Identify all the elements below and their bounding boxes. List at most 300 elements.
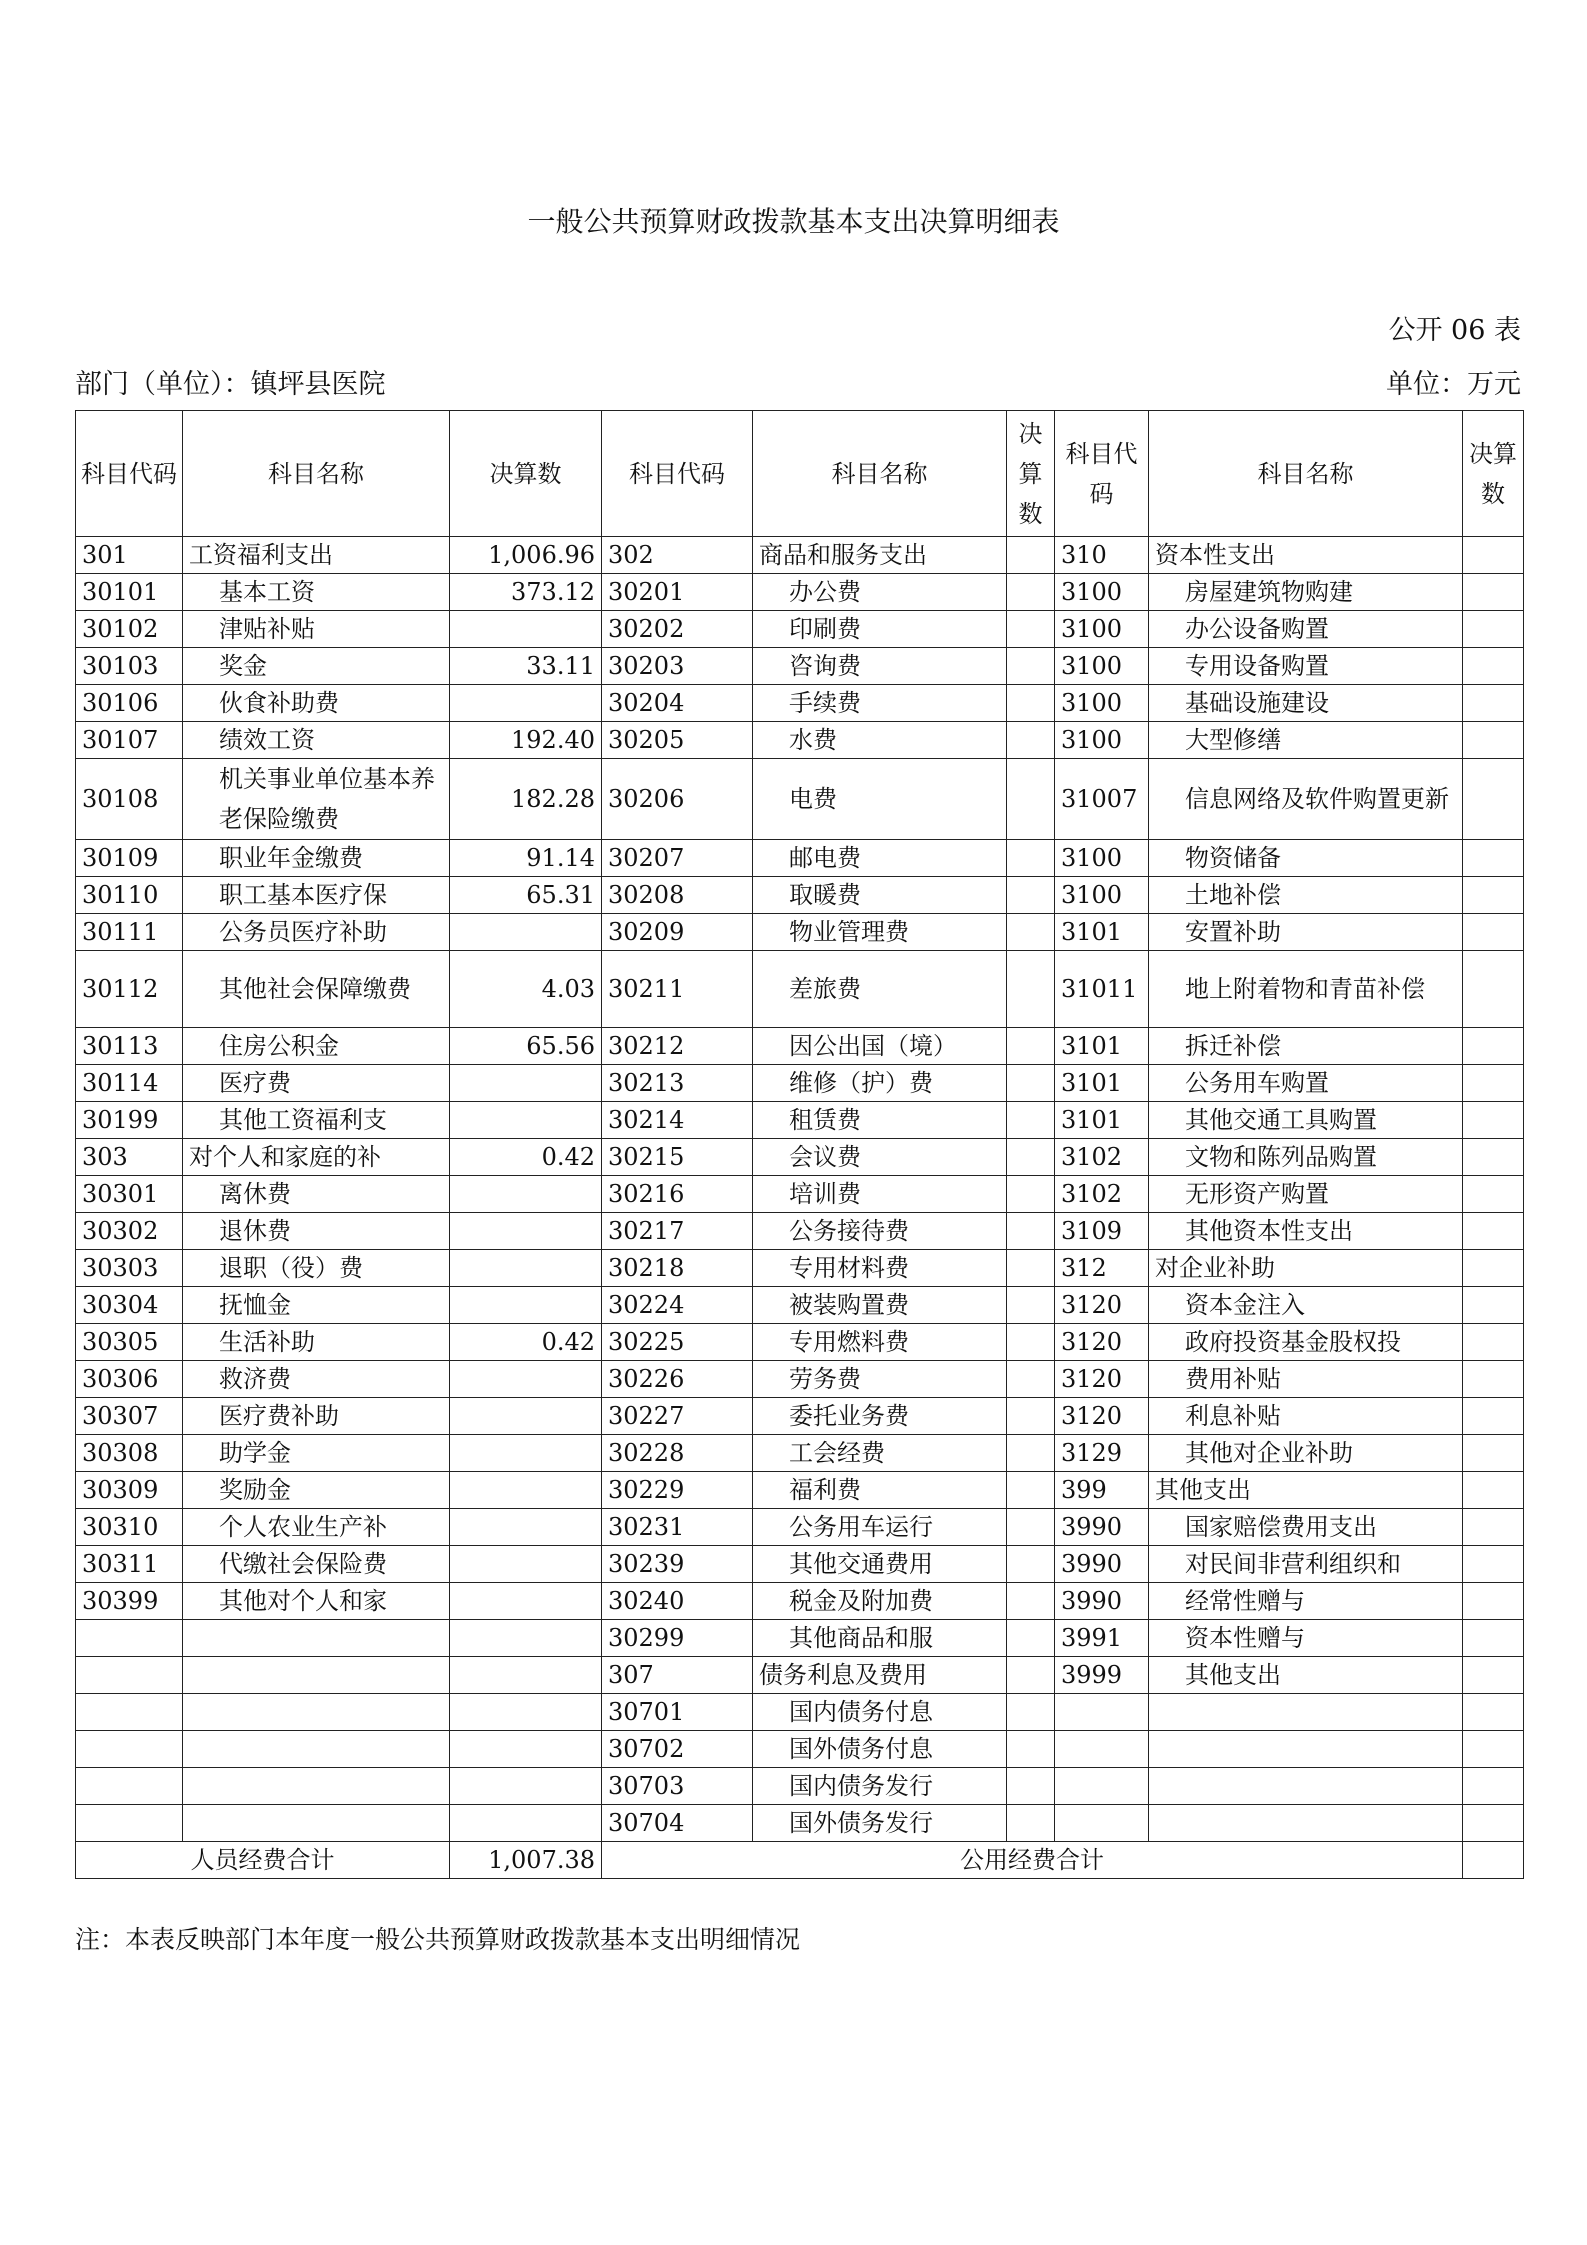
cell-code-1: 30111 bbox=[76, 914, 183, 951]
table-row bbox=[76, 1620, 1524, 1657]
cell-value-1 bbox=[450, 1435, 602, 1472]
cell-code-2: 30216 bbox=[602, 1176, 753, 1213]
table-row bbox=[76, 840, 1524, 877]
cell-value-2 bbox=[1007, 1805, 1055, 1842]
cell-value-3 bbox=[1463, 1398, 1524, 1435]
cell-value-1: 4.03 bbox=[450, 951, 602, 1028]
cell-value-2 bbox=[1007, 840, 1055, 877]
cell-name-2: 劳务费 bbox=[753, 1361, 1007, 1398]
cell-name-3 bbox=[1149, 1731, 1463, 1768]
table-row bbox=[76, 1805, 1524, 1842]
cell-name-3: 其他资本性支出 bbox=[1149, 1213, 1463, 1250]
cell-name-1: 职业年金缴费 bbox=[183, 840, 450, 877]
table-note: 注：本表反映部门本年度一般公共预算财政拨款基本支出明细情况 bbox=[75, 1925, 801, 1954]
cell-name-1: 其他社会保障缴费 bbox=[183, 951, 450, 1028]
cell-code-3 bbox=[1055, 1694, 1149, 1731]
table-row bbox=[76, 537, 1524, 574]
cell-value-3 bbox=[1463, 877, 1524, 914]
cell-name-2: 会议费 bbox=[753, 1139, 1007, 1176]
cell-value-1 bbox=[450, 1583, 602, 1620]
cell-value-2 bbox=[1007, 1028, 1055, 1065]
cell-code-2: 30211 bbox=[602, 951, 753, 1028]
header-cell: 科目名称 bbox=[753, 411, 1007, 537]
cell-value-2 bbox=[1007, 1509, 1055, 1546]
cell-name-1 bbox=[183, 1657, 450, 1694]
cell-code-1: 30310 bbox=[76, 1509, 183, 1546]
cell-name-3: 对民间非营利组织和 bbox=[1149, 1546, 1463, 1583]
cell-value-2 bbox=[1007, 1694, 1055, 1731]
cell-name-3: 文物和陈列品购置 bbox=[1149, 1139, 1463, 1176]
cell-name-3: 信息网络及软件购置更新 bbox=[1149, 759, 1463, 840]
cell-code-2: 30239 bbox=[602, 1546, 753, 1583]
table-row bbox=[76, 648, 1524, 685]
cell-value-2 bbox=[1007, 1731, 1055, 1768]
cell-name-3: 地上附着物和青苗补偿 bbox=[1149, 951, 1463, 1028]
cell-value-1: 373.12 bbox=[450, 574, 602, 611]
cell-value-3 bbox=[1463, 1250, 1524, 1287]
cell-name-2: 委托业务费 bbox=[753, 1398, 1007, 1435]
cell-name-1: 其他工资福利支 bbox=[183, 1102, 450, 1139]
cell-name-1: 绩效工资 bbox=[183, 722, 450, 759]
expenditure-table bbox=[75, 410, 1524, 1879]
cell-code-1: 301 bbox=[76, 537, 183, 574]
cell-value-3 bbox=[1463, 574, 1524, 611]
cell-code-2: 30204 bbox=[602, 685, 753, 722]
table-row bbox=[76, 1065, 1524, 1102]
cell-code-1 bbox=[76, 1620, 183, 1657]
cell-value-1 bbox=[450, 1509, 602, 1546]
cell-value-1 bbox=[450, 1620, 602, 1657]
cell-code-2: 30206 bbox=[602, 759, 753, 840]
cell-name-1: 生活补助 bbox=[183, 1324, 450, 1361]
header-cell: 科目代码 bbox=[1055, 411, 1149, 537]
cell-name-2: 商品和服务支出 bbox=[753, 537, 1007, 574]
cell-code-1: 30308 bbox=[76, 1435, 183, 1472]
table-row bbox=[76, 759, 1524, 840]
cell-value-2 bbox=[1007, 1250, 1055, 1287]
cell-code-1: 30309 bbox=[76, 1472, 183, 1509]
cell-code-1 bbox=[76, 1731, 183, 1768]
cell-code-2: 30227 bbox=[602, 1398, 753, 1435]
cell-code-3: 3101 bbox=[1055, 914, 1149, 951]
cell-name-1: 退休费 bbox=[183, 1213, 450, 1250]
cell-value-3 bbox=[1463, 537, 1524, 574]
cell-name-1 bbox=[183, 1768, 450, 1805]
cell-name-2: 咨询费 bbox=[753, 648, 1007, 685]
cell-value-2 bbox=[1007, 574, 1055, 611]
cell-value-1 bbox=[450, 1213, 602, 1250]
cell-name-3: 资本性赠与 bbox=[1149, 1620, 1463, 1657]
cell-value-2 bbox=[1007, 1361, 1055, 1398]
table-row bbox=[76, 722, 1524, 759]
cell-name-1: 抚恤金 bbox=[183, 1287, 450, 1324]
cell-code-3 bbox=[1055, 1731, 1149, 1768]
cell-code-2: 30209 bbox=[602, 914, 753, 951]
cell-name-1: 对个人和家庭的补 bbox=[183, 1139, 450, 1176]
cell-value-1 bbox=[450, 1768, 602, 1805]
public-total-value bbox=[1463, 1842, 1524, 1879]
cell-code-1 bbox=[76, 1657, 183, 1694]
cell-value-1 bbox=[450, 1361, 602, 1398]
cell-code-1: 30106 bbox=[76, 685, 183, 722]
cell-name-3: 对企业补助 bbox=[1149, 1250, 1463, 1287]
cell-code-2: 30229 bbox=[602, 1472, 753, 1509]
table-row bbox=[76, 1731, 1524, 1768]
cell-code-1: 30301 bbox=[76, 1176, 183, 1213]
table-row bbox=[76, 1102, 1524, 1139]
cell-code-1: 30110 bbox=[76, 877, 183, 914]
cell-name-2: 差旅费 bbox=[753, 951, 1007, 1028]
cell-code-1 bbox=[76, 1694, 183, 1731]
cell-name-2: 办公费 bbox=[753, 574, 1007, 611]
cell-name-1: 公务员医疗补助 bbox=[183, 914, 450, 951]
cell-code-1 bbox=[76, 1805, 183, 1842]
cell-code-1: 30311 bbox=[76, 1546, 183, 1583]
cell-value-1: 182.28 bbox=[450, 759, 602, 840]
cell-code-2: 30203 bbox=[602, 648, 753, 685]
cell-value-1 bbox=[450, 1102, 602, 1139]
table-row bbox=[76, 1176, 1524, 1213]
cell-name-2: 工会经费 bbox=[753, 1435, 1007, 1472]
cell-value-3 bbox=[1463, 648, 1524, 685]
cell-code-1: 30107 bbox=[76, 722, 183, 759]
cell-value-1: 0.42 bbox=[450, 1324, 602, 1361]
cell-value-3 bbox=[1463, 1583, 1524, 1620]
cell-code-1: 30108 bbox=[76, 759, 183, 840]
unit-label: 单位：万元 bbox=[1386, 369, 1521, 400]
cell-name-3: 费用补贴 bbox=[1149, 1361, 1463, 1398]
cell-name-2: 租赁费 bbox=[753, 1102, 1007, 1139]
cell-value-3 bbox=[1463, 1102, 1524, 1139]
cell-value-3 bbox=[1463, 1805, 1524, 1842]
cell-value-3 bbox=[1463, 1435, 1524, 1472]
cell-value-2 bbox=[1007, 1583, 1055, 1620]
cell-value-1 bbox=[450, 1287, 602, 1324]
cell-name-1: 医疗费补助 bbox=[183, 1398, 450, 1435]
cell-code-3: 3100 bbox=[1055, 840, 1149, 877]
cell-value-2 bbox=[1007, 648, 1055, 685]
cell-name-2: 公务用车运行 bbox=[753, 1509, 1007, 1546]
cell-code-3: 3129 bbox=[1055, 1435, 1149, 1472]
cell-name-2: 福利费 bbox=[753, 1472, 1007, 1509]
cell-name-1: 基本工资 bbox=[183, 574, 450, 611]
cell-code-1: 30302 bbox=[76, 1213, 183, 1250]
cell-name-3: 资本金注入 bbox=[1149, 1287, 1463, 1324]
cell-code-3: 3100 bbox=[1055, 648, 1149, 685]
cell-code-2: 30212 bbox=[602, 1028, 753, 1065]
cell-name-1 bbox=[183, 1805, 450, 1842]
cell-value-1 bbox=[450, 1694, 602, 1731]
cell-code-1: 30303 bbox=[76, 1250, 183, 1287]
cell-name-2: 维修（护）费 bbox=[753, 1065, 1007, 1102]
cell-value-2 bbox=[1007, 1065, 1055, 1102]
cell-name-2: 取暖费 bbox=[753, 877, 1007, 914]
header-cell: 科目代码 bbox=[76, 411, 183, 537]
cell-name-1 bbox=[183, 1731, 450, 1768]
cell-value-1 bbox=[450, 1398, 602, 1435]
table-body bbox=[76, 537, 1524, 1842]
cell-value-1: 0.42 bbox=[450, 1139, 602, 1176]
cell-value-1: 65.56 bbox=[450, 1028, 602, 1065]
cell-value-2 bbox=[1007, 1472, 1055, 1509]
cell-value-2 bbox=[1007, 1546, 1055, 1583]
cell-name-3: 其他交通工具购置 bbox=[1149, 1102, 1463, 1139]
cell-code-2: 30704 bbox=[602, 1805, 753, 1842]
cell-code-3: 3100 bbox=[1055, 685, 1149, 722]
cell-value-2 bbox=[1007, 877, 1055, 914]
cell-code-1: 30113 bbox=[76, 1028, 183, 1065]
cell-value-2 bbox=[1007, 1176, 1055, 1213]
cell-name-2: 因公出国（境） bbox=[753, 1028, 1007, 1065]
cell-code-2: 30226 bbox=[602, 1361, 753, 1398]
cell-value-1 bbox=[450, 1657, 602, 1694]
cell-code-3: 3100 bbox=[1055, 722, 1149, 759]
cell-value-2 bbox=[1007, 537, 1055, 574]
cell-name-1: 伙食补助费 bbox=[183, 685, 450, 722]
cell-code-1: 30109 bbox=[76, 840, 183, 877]
cell-name-3: 资本性支出 bbox=[1149, 537, 1463, 574]
cell-value-1 bbox=[450, 1176, 602, 1213]
cell-value-1 bbox=[450, 1250, 602, 1287]
cell-name-2: 手续费 bbox=[753, 685, 1007, 722]
cell-code-3: 3991 bbox=[1055, 1620, 1149, 1657]
cell-value-2 bbox=[1007, 951, 1055, 1028]
table-row bbox=[76, 1435, 1524, 1472]
table-row bbox=[76, 1287, 1524, 1324]
cell-code-1: 30101 bbox=[76, 574, 183, 611]
table-row bbox=[76, 1213, 1524, 1250]
cell-value-1 bbox=[450, 1731, 602, 1768]
cell-name-2: 邮电费 bbox=[753, 840, 1007, 877]
cell-name-2: 水费 bbox=[753, 722, 1007, 759]
cell-code-3: 3990 bbox=[1055, 1583, 1149, 1620]
cell-name-3: 其他支出 bbox=[1149, 1472, 1463, 1509]
cell-name-2: 国外债务付息 bbox=[753, 1731, 1007, 1768]
cell-name-2: 债务利息及费用 bbox=[753, 1657, 1007, 1694]
table-row bbox=[76, 1398, 1524, 1435]
cell-name-3: 公务用车购置 bbox=[1149, 1065, 1463, 1102]
cell-name-3: 利息补贴 bbox=[1149, 1398, 1463, 1435]
personnel-total-value: 1,007.38 bbox=[450, 1842, 602, 1879]
cell-code-2: 30701 bbox=[602, 1694, 753, 1731]
cell-code-3: 3120 bbox=[1055, 1398, 1149, 1435]
cell-name-1: 津贴补贴 bbox=[183, 611, 450, 648]
table-row bbox=[76, 1028, 1524, 1065]
cell-name-3: 其他对企业补助 bbox=[1149, 1435, 1463, 1472]
cell-code-2: 302 bbox=[602, 537, 753, 574]
cell-name-2: 公务接待费 bbox=[753, 1213, 1007, 1250]
cell-value-3 bbox=[1463, 914, 1524, 951]
header-cell: 决算数 bbox=[1463, 411, 1524, 537]
cell-name-3: 安置补助 bbox=[1149, 914, 1463, 951]
cell-value-3 bbox=[1463, 1546, 1524, 1583]
cell-value-3 bbox=[1463, 1472, 1524, 1509]
cell-code-3: 3990 bbox=[1055, 1509, 1149, 1546]
cell-name-2: 专用燃料费 bbox=[753, 1324, 1007, 1361]
cell-code-1 bbox=[76, 1768, 183, 1805]
cell-code-2: 30231 bbox=[602, 1509, 753, 1546]
cell-code-1: 30103 bbox=[76, 648, 183, 685]
cell-name-1: 助学金 bbox=[183, 1435, 450, 1472]
cell-name-2: 印刷费 bbox=[753, 611, 1007, 648]
cell-value-2 bbox=[1007, 1398, 1055, 1435]
totals-row bbox=[76, 1842, 1524, 1879]
cell-value-3 bbox=[1463, 611, 1524, 648]
cell-value-3 bbox=[1463, 1213, 1524, 1250]
cell-name-2: 物业管理费 bbox=[753, 914, 1007, 951]
cell-name-2: 国内债务发行 bbox=[753, 1768, 1007, 1805]
cell-name-3 bbox=[1149, 1768, 1463, 1805]
cell-value-3 bbox=[1463, 722, 1524, 759]
cell-value-3 bbox=[1463, 1361, 1524, 1398]
cell-name-3: 其他支出 bbox=[1149, 1657, 1463, 1694]
table-row bbox=[76, 1546, 1524, 1583]
cell-code-3: 312 bbox=[1055, 1250, 1149, 1287]
cell-code-3 bbox=[1055, 1805, 1149, 1842]
cell-value-2 bbox=[1007, 1435, 1055, 1472]
cell-code-3: 31011 bbox=[1055, 951, 1149, 1028]
cell-name-1: 机关事业单位基本养老保险缴费 bbox=[183, 759, 450, 840]
cell-code-3 bbox=[1055, 1768, 1149, 1805]
cell-value-3 bbox=[1463, 685, 1524, 722]
cell-value-2 bbox=[1007, 1657, 1055, 1694]
cell-code-1: 30307 bbox=[76, 1398, 183, 1435]
cell-code-1: 30112 bbox=[76, 951, 183, 1028]
table-row bbox=[76, 1509, 1524, 1546]
cell-value-3 bbox=[1463, 1657, 1524, 1694]
cell-name-3: 无形资产购置 bbox=[1149, 1176, 1463, 1213]
table-number: 公开 06 表 bbox=[1388, 315, 1521, 346]
cell-value-2 bbox=[1007, 1213, 1055, 1250]
cell-code-1: 30304 bbox=[76, 1287, 183, 1324]
cell-name-3: 房屋建筑物购建 bbox=[1149, 574, 1463, 611]
cell-value-1 bbox=[450, 1805, 602, 1842]
cell-code-3: 3101 bbox=[1055, 1102, 1149, 1139]
cell-code-3: 3109 bbox=[1055, 1213, 1149, 1250]
cell-value-1 bbox=[450, 1546, 602, 1583]
cell-code-2: 307 bbox=[602, 1657, 753, 1694]
cell-name-2: 电费 bbox=[753, 759, 1007, 840]
table-row bbox=[76, 611, 1524, 648]
cell-name-1: 奖金 bbox=[183, 648, 450, 685]
cell-name-3 bbox=[1149, 1805, 1463, 1842]
cell-code-2: 30217 bbox=[602, 1213, 753, 1250]
cell-value-2 bbox=[1007, 1287, 1055, 1324]
cell-value-2 bbox=[1007, 759, 1055, 840]
department-label: 部门（单位）：镇坪县医院 bbox=[75, 369, 386, 400]
table-row bbox=[76, 1324, 1524, 1361]
cell-name-1: 奖励金 bbox=[183, 1472, 450, 1509]
cell-name-2: 其他商品和服 bbox=[753, 1620, 1007, 1657]
cell-code-1: 30114 bbox=[76, 1065, 183, 1102]
cell-name-2: 专用材料费 bbox=[753, 1250, 1007, 1287]
cell-code-3: 3102 bbox=[1055, 1176, 1149, 1213]
cell-name-3: 大型修缮 bbox=[1149, 722, 1463, 759]
table-row bbox=[76, 1768, 1524, 1805]
cell-code-1: 303 bbox=[76, 1139, 183, 1176]
cell-value-3 bbox=[1463, 759, 1524, 840]
cell-code-2: 30202 bbox=[602, 611, 753, 648]
cell-value-1: 65.31 bbox=[450, 877, 602, 914]
cell-code-2: 30225 bbox=[602, 1324, 753, 1361]
cell-code-1: 30102 bbox=[76, 611, 183, 648]
cell-name-2: 税金及附加费 bbox=[753, 1583, 1007, 1620]
cell-name-3: 物资储备 bbox=[1149, 840, 1463, 877]
cell-name-1: 救济费 bbox=[183, 1361, 450, 1398]
cell-code-3: 31007 bbox=[1055, 759, 1149, 840]
cell-name-1: 代缴社会保险费 bbox=[183, 1546, 450, 1583]
table-row bbox=[76, 1694, 1524, 1731]
cell-name-3: 拆迁补偿 bbox=[1149, 1028, 1463, 1065]
cell-value-3 bbox=[1463, 1287, 1524, 1324]
cell-name-1: 职工基本医疗保 bbox=[183, 877, 450, 914]
cell-name-1: 医疗费 bbox=[183, 1065, 450, 1102]
cell-name-3: 基础设施建设 bbox=[1149, 685, 1463, 722]
header-row bbox=[76, 411, 1524, 537]
cell-code-2: 30213 bbox=[602, 1065, 753, 1102]
cell-value-1: 1,006.96 bbox=[450, 537, 602, 574]
header-cell: 科目名称 bbox=[1149, 411, 1463, 537]
cell-name-1: 离休费 bbox=[183, 1176, 450, 1213]
cell-code-2: 30205 bbox=[602, 722, 753, 759]
cell-code-2: 30240 bbox=[602, 1583, 753, 1620]
cell-value-3 bbox=[1463, 1694, 1524, 1731]
cell-code-1: 30305 bbox=[76, 1324, 183, 1361]
table-row bbox=[76, 574, 1524, 611]
cell-name-1: 个人农业生产补 bbox=[183, 1509, 450, 1546]
cell-code-3: 310 bbox=[1055, 537, 1149, 574]
header-cell: 科目代码 bbox=[602, 411, 753, 537]
cell-value-1 bbox=[450, 1065, 602, 1102]
cell-value-1 bbox=[450, 914, 602, 951]
personnel-total-label: 人员经费合计 bbox=[76, 1842, 450, 1879]
table-row bbox=[76, 1583, 1524, 1620]
cell-code-2: 30228 bbox=[602, 1435, 753, 1472]
cell-code-2: 30703 bbox=[602, 1768, 753, 1805]
cell-value-3 bbox=[1463, 1731, 1524, 1768]
cell-code-2: 30218 bbox=[602, 1250, 753, 1287]
table-row bbox=[76, 1361, 1524, 1398]
cell-value-1 bbox=[450, 1472, 602, 1509]
cell-code-2: 30208 bbox=[602, 877, 753, 914]
cell-name-1 bbox=[183, 1620, 450, 1657]
cell-value-2 bbox=[1007, 914, 1055, 951]
cell-name-2: 国外债务发行 bbox=[753, 1805, 1007, 1842]
cell-code-3: 3100 bbox=[1055, 877, 1149, 914]
cell-value-2 bbox=[1007, 1139, 1055, 1176]
cell-value-3 bbox=[1463, 1620, 1524, 1657]
cell-code-1: 30399 bbox=[76, 1583, 183, 1620]
cell-value-3 bbox=[1463, 1324, 1524, 1361]
cell-code-2: 30224 bbox=[602, 1287, 753, 1324]
cell-name-1: 工资福利支出 bbox=[183, 537, 450, 574]
cell-code-2: 30214 bbox=[602, 1102, 753, 1139]
cell-value-1 bbox=[450, 685, 602, 722]
table-row bbox=[76, 914, 1524, 951]
cell-value-3 bbox=[1463, 1028, 1524, 1065]
cell-value-3 bbox=[1463, 840, 1524, 877]
page-title: 一般公共预算财政拨款基本支出决算明细表 bbox=[527, 205, 1060, 238]
cell-code-3: 3990 bbox=[1055, 1546, 1149, 1583]
public-total-label: 公用经费合计 bbox=[602, 1842, 1463, 1879]
cell-name-3: 土地补偿 bbox=[1149, 877, 1463, 914]
cell-code-3: 3999 bbox=[1055, 1657, 1149, 1694]
cell-value-3 bbox=[1463, 1509, 1524, 1546]
cell-value-3 bbox=[1463, 1065, 1524, 1102]
cell-code-2: 30207 bbox=[602, 840, 753, 877]
cell-code-3: 3120 bbox=[1055, 1287, 1149, 1324]
cell-name-3: 经常性赠与 bbox=[1149, 1583, 1463, 1620]
